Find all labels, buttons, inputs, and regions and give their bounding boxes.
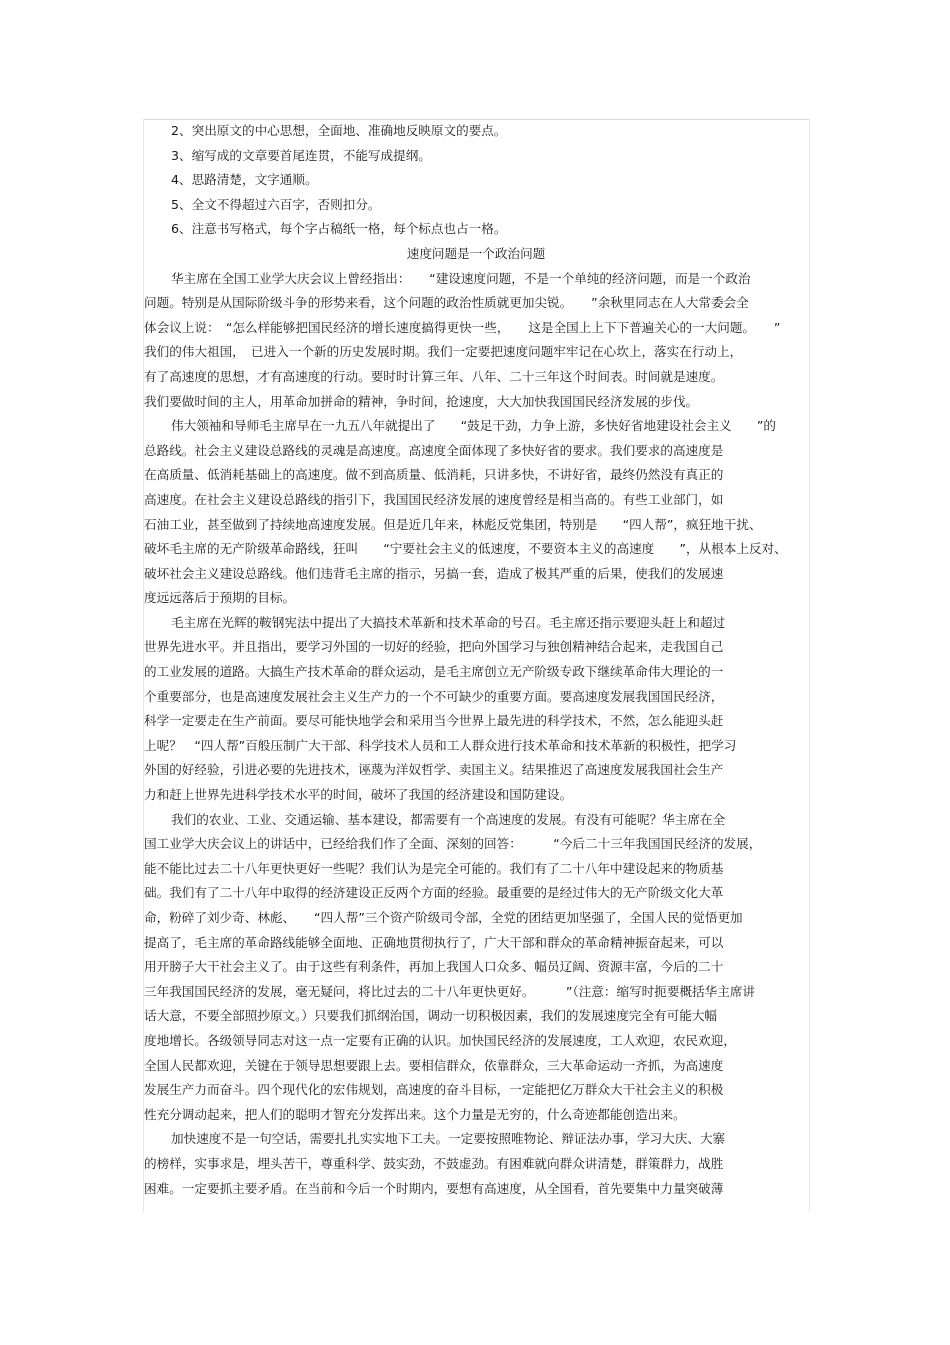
text-line: 础。我们有了二十八年中取得的经济建设正反两个方面的经验。最重要的是经过伟大的无产阶级文化大革 — [144, 885, 724, 901]
text-line: 困难。一定要抓主要矛盾。在当前和今后一个时期内，要想有高速度，从全国看，首先要集中力量突破薄 — [144, 1180, 724, 1196]
document-body — [144, 119, 808, 1201]
article-title: 速度问题是一个政治问题 — [406, 245, 546, 261]
text-line: 度远远落后于预期的目标。 — [144, 590, 296, 606]
text-line: 用开膀子大干社会主义了。由于这些有利条件，再加上我国人口众多、幅员辽阔、资源丰富，今后的二十 — [144, 959, 724, 975]
text-line: 在高质量、低消耗基础上的高速度。做不到高质量、低消耗，只讲多快，不讲好省，最终仍然没有真正的 — [144, 467, 724, 483]
requirement-item: 3、缩写成的文章要首尾连贯，不能写成提纲。 — [171, 147, 431, 163]
paragraph-2 — [144, 414, 808, 611]
text-line: 上呢？ “四人帮”百般压制广大干部、科学技术人员和工人群众进行技术革命和技术革新的积极性，把学习 — [144, 737, 737, 753]
text-line: 发展生产力而奋斗。四个现代化的宏伟规划，高速度的奋斗目标，一定能把亿万群众大干社会主义的积极 — [144, 1082, 724, 1098]
requirement-item: 6、注意书写格式，每个字占稿纸一格，每个标点也占一格。 — [171, 221, 507, 237]
requirement-item: 4、思路清楚，文字通顺。 — [171, 172, 318, 188]
paragraph-1 — [144, 267, 808, 415]
text-line: 世界先进水平。并且指出，要学习外国的一切好的经验，把向外国学习与独创精神结合起来，走我国自己 — [144, 639, 724, 655]
text-line: 国工业学大庆会议上的讲话中，已经给我们作了全面、深刻的回答： “今后二十三年我国国民经济的发展， — [144, 836, 762, 852]
paragraph-4 — [144, 808, 808, 1128]
text-line: 我们要做时间的主人，用革命加拼命的精神，争时间，抢速度，大大加快我国国民经济发展的步伐。 — [144, 393, 699, 409]
text-line: 的工业发展的道路。大搞生产技术革命的群众运动，是毛主席创立无产阶级专政下继续革命伟大理论的一 — [144, 664, 724, 680]
text-line: 伟大领袖和导师毛主席早在一九五八年就提出了 “鼓足干劲，力争上游，多快好省地建设社会主义 ”的 — [171, 418, 776, 434]
requirement-item: 2、突出原文的中心思想，全面地、准确地反映原文的要点。 — [171, 123, 507, 138]
text-line: 高速度。在社会主义建设总路线的指引下，我国国民经济发展的速度曾经是相当高的。有些工业部门，如 — [144, 491, 724, 507]
text-line: 华主席在全国工业学大庆会议上曾经指出： “建设速度问题，不是一个单纯的经济问题，而是一个政治 — [171, 270, 751, 286]
text-line: 问题。特别是从国际阶级斗争的形势来看，这个问题的政治性质就更加尖锐。 ”余秋里同志在人大常委会全 — [144, 295, 749, 311]
text-line: 体会议上说： “怎么样能够把国民经济的增长速度搞得更快一些， 这是全国上上下下普遍关心的一大问题。 ” — [144, 319, 781, 335]
text-line: 我们的农业、工业、交通运输、基本建设，都需要有一个高速度的发展。有没有可能呢？华主席在全 — [171, 811, 726, 827]
text-line: 个重要部分，也是高速度发展社会主义生产力的一个不可缺少的重要方面。要高速度发展我国国民经济， — [144, 688, 724, 704]
text-line: 破坏社会主义建设总路线。他们违背毛主席的指示，另搞一套，造成了极其严重的后果，使我们的发展速 — [144, 565, 724, 581]
text-line: 我们的伟大祖国， 已进入一个新的历史发展时期。我们一定要把速度问题牢牢记在心坎上，落实在行动上， — [144, 344, 743, 360]
text-line: 全国人民都欢迎，关键在于领导思想要跟上去。要相信群众，依靠群众，三大革命运动一齐抓，为高速度 — [144, 1057, 724, 1073]
text-line: 命，粉碎了刘少奇、林彪、 “四人帮”三个资产阶级司令部，全党的团结更加坚强了，全国人民的觉悟更加 — [144, 910, 743, 925]
text-line: 三年我国国民经济的发展，毫无疑问，将比过去的二十八年更快更好。 ”（注意：缩写时扼要概括华主席讲 — [144, 983, 756, 999]
paragraph-5 — [144, 1127, 808, 1201]
text-line: 的榜样，实事求是，埋头苦干，尊重科学、鼓实劲，不鼓虚劲。有困难就向群众讲清楚，群策群力，战胜 — [144, 1155, 724, 1171]
text-line: 科学一定要走在生产前面。要尽可能快地学会和采用当今世界上最先进的科学技术，不然，怎么能迎头赶 — [144, 713, 724, 729]
text-line: 石油工业，甚至做到了持续地高速度发展。但是近几年来，林彪反党集团，特别是 “四人帮”，疯狂地干扰、 — [144, 516, 762, 532]
text-line: 加快速度不是一句空话，需要扎扎实实地下工夫。一定要按照唯物论、辩证法办事，学习大庆、大寨 — [171, 1131, 726, 1147]
text-line: 能不能比过去二十八年更快更好一些呢？我们认为是完全可能的。我们有了二十八年中建设起来的物质基 — [144, 860, 724, 876]
text-line: 力和赶上世界先进科学技术水平的时间，破坏了我国的经济建设和国防建设。 — [144, 787, 573, 803]
text-line: 性充分调动起来，把人们的聪明才智充分发挥出来。这个力量是无穷的，什么奇迹都能创造出来。 — [144, 1106, 686, 1122]
requirements-list — [144, 119, 808, 242]
text-line: 度地增长。各级领导同志对这一点一定要有正确的认识。加快国民经济的发展速度，工人欢迎，农民欢迎， — [144, 1032, 736, 1048]
text-line: 破坏毛主席的无产阶级革命路线，狂叫 “宁要社会主义的低速度，不要资本主义的高速度 ”，从根本上反对、 — [144, 541, 787, 557]
text-line: 话大意，不要全部照抄原文。）只要我们抓纲治国，调动一切积极因素，我们的发展速度完全有可能大幅 — [144, 1008, 718, 1024]
text-line: 提高了，毛主席的革命路线能够全面地、正确地贯彻执行了，广大干部和群众的革命精神振奋起来，可以 — [144, 934, 724, 950]
requirement-item: 5、全文不得超过六百字，否则扣分。 — [171, 196, 381, 212]
paragraph-3 — [144, 611, 808, 808]
text-line: 总路线。社会主义建设总路线的灵魂是高速度。高速度全面体现了多快好省的要求。我们要求的高速度是 — [144, 442, 724, 458]
text-line: 毛主席在光辉的鞍钢宪法中提出了大搞技术革新和技术革命的号召。毛主席还指示要迎头赶上和超过 — [171, 614, 726, 630]
text-line: 外国的好经验，引进必要的先进技术，诬蔑为洋奴哲学、卖国主义。结果推迟了高速度发展我国社会生产 — [144, 762, 724, 778]
text-line: 有了高速度的思想，才有高速度的行动。要时时计算三年、八年、二十三年这个时间表。时间就是速度。 — [144, 368, 724, 384]
